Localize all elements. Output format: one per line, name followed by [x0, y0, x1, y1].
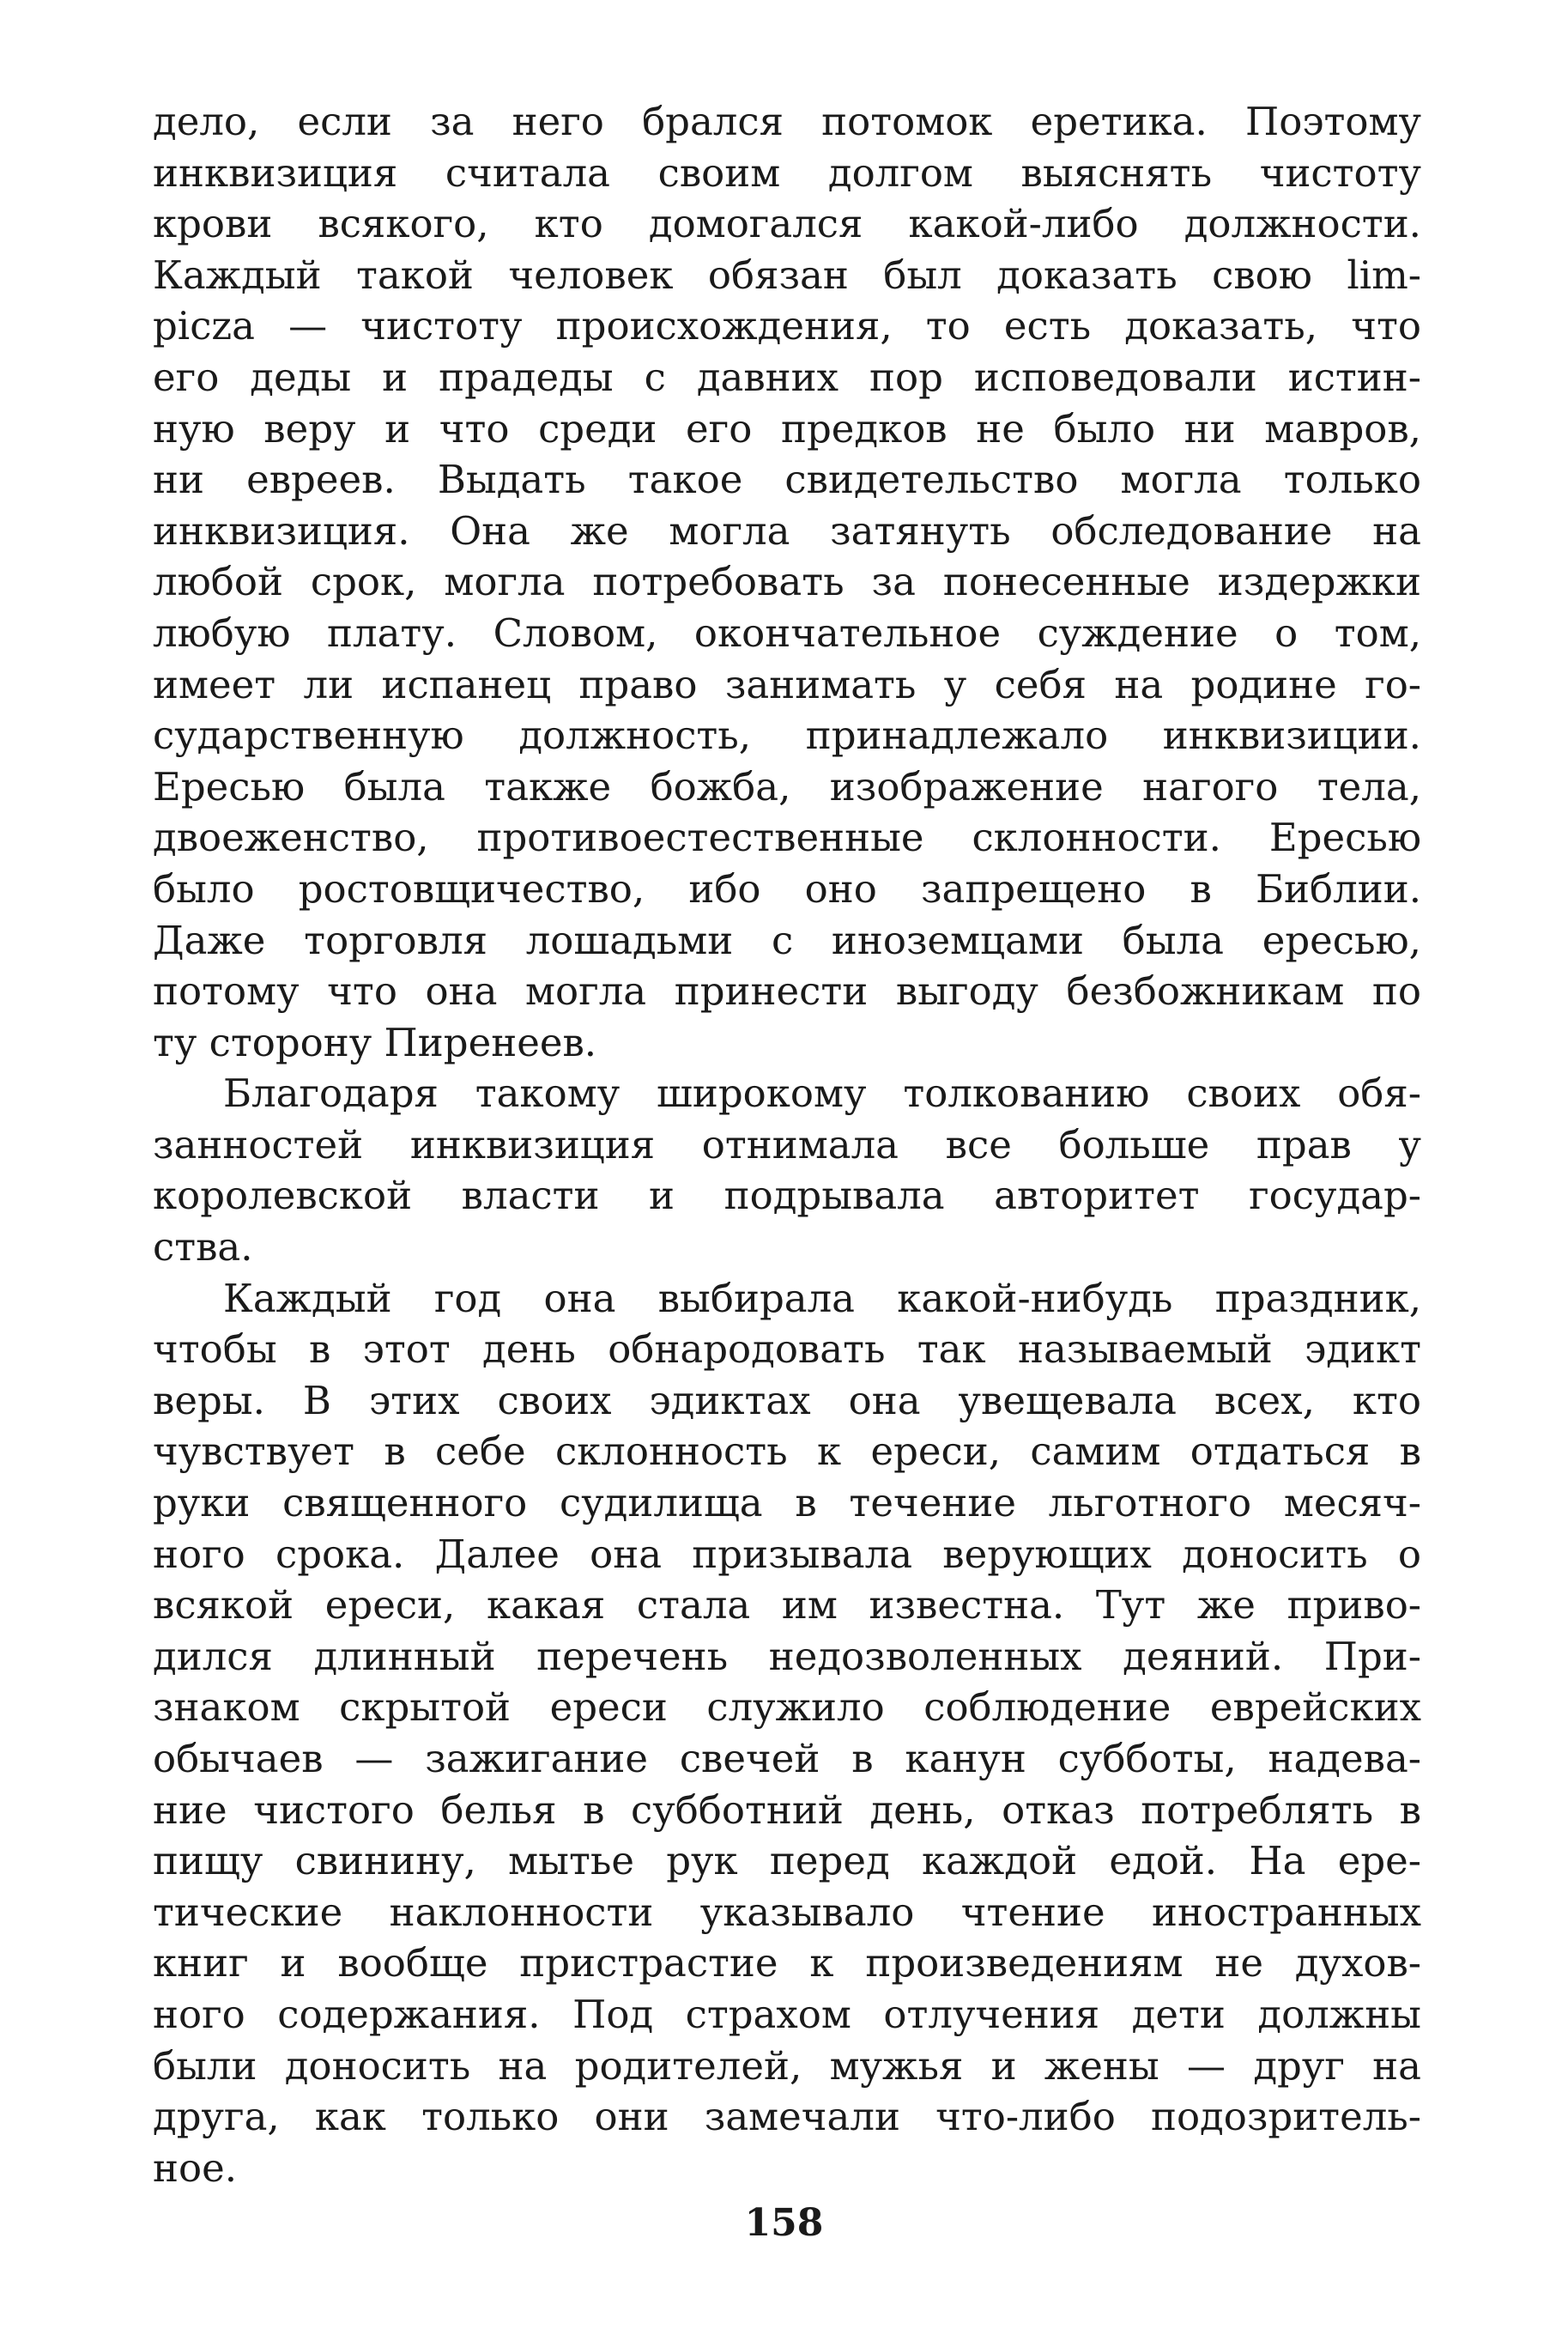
text-line: тические наклонности указывало чтение иностранных [153, 1889, 1421, 1935]
text-line: ного срока. Далее она призывала верующих доносить о [153, 1531, 1421, 1577]
text-line: имеет ли испанец право занимать у себя на родине го- [153, 661, 1421, 707]
text-line: любой срок, могла потребовать за понесенные издержки [153, 559, 1421, 605]
text-line: picza — чистоту происхождения, то есть доказать, что [153, 303, 1421, 349]
text-line: ного содержания. Под страхом отлучения дети должны [153, 1991, 1421, 2037]
text-line: Даже торговля лошадьми с иноземцами была ересью, [153, 917, 1421, 963]
paragraph [153, 96, 1421, 1068]
text-line: были доносить на родителей, мужья и жены — друг на [153, 2042, 1421, 2089]
text-line: друга, как только они замечали что-либо подозритель- [153, 2094, 1421, 2140]
body-text [153, 96, 1421, 2193]
text-line: Каждый год она выбирала какой-нибудь праздник, [223, 1275, 1421, 1321]
text-line: сударственную должность, принадлежало инквизиции. [153, 713, 1421, 759]
text-line: ную веру и что среди его предков не было ни мавров, [153, 405, 1421, 452]
text-line: книг и вообще пристрастие к произведениям не духов- [153, 1940, 1421, 1986]
text-line: пищу свинину, мытье рук перед каждой едой. На ере- [153, 1838, 1421, 1884]
text-line: Ересью была также божба, изображение нагого тела, [153, 763, 1421, 810]
text-line: руки священного судилища в течение льготного месяч- [153, 1480, 1421, 1526]
text-line: ства. [153, 1224, 253, 1271]
text-line: всякой ереси, какая стала им известна. Тут же приво- [153, 1582, 1421, 1628]
text-line: ту сторону Пиренеев. [153, 1019, 597, 1065]
text-line: знаком скрытой ереси служило соблюдение еврейских [153, 1684, 1421, 1731]
text-line: Благодаря такому широкому толкованию своих обя- [223, 1070, 1421, 1117]
text-line: Каждый такой человек обязан был доказать свою lim- [153, 252, 1421, 298]
text-line: дился длинный перечень недозволенных деяний. При- [153, 1633, 1421, 1679]
text-line: ние чистого белья в субботний день, отказ потреблять в [153, 1786, 1421, 1833]
text-line: занностей инквизиция отнимала все больше прав у [153, 1121, 1421, 1168]
text-line: потому что она могла принести выгоду безбожникам по [153, 968, 1421, 1015]
text-line: инквизиция. Она же могла затянуть обследование на [153, 507, 1421, 554]
text-line: дело, если за него брался потомок еретика. Поэтому [153, 99, 1421, 144]
text-line: королевской власти и подрывала авторитет государ- [153, 1173, 1421, 1219]
text-line: двоеженство, противоестественные склонности. Ересью [153, 815, 1421, 861]
text-line: было ростовщичество, ибо оно запрещено в Библии. [153, 865, 1421, 912]
text-line: крови всякого, кто домогался какой-либо должности. [153, 201, 1421, 247]
text-line: чувствует в себе склонность к ереси, самим отдаться в [153, 1428, 1421, 1475]
text-line: инквизиция считала своим долгом выяснять чистоту [153, 149, 1421, 196]
paragraph [153, 1273, 1421, 2194]
text-line: веры. В этих своих эдиктах она увещевала всех, кто [153, 1377, 1421, 1423]
text-line: чтобы в этот день обнародовать так называемый эдикт [153, 1326, 1421, 1373]
text-line: ное. [153, 2144, 238, 2191]
text-line: ни евреев. Выдать такое свидетельство могла только [153, 457, 1421, 503]
text-line: его деды и прадеды с давних пор исповедовали истин- [153, 354, 1421, 400]
text-line: любую плату. Словом, окончательное суждение о том, [153, 610, 1421, 656]
paragraph [153, 1068, 1421, 1272]
page-number: 158 [744, 2201, 824, 2245]
text-line: обычаев — зажигание свечей в канун субботы, надева- [153, 1736, 1421, 1781]
